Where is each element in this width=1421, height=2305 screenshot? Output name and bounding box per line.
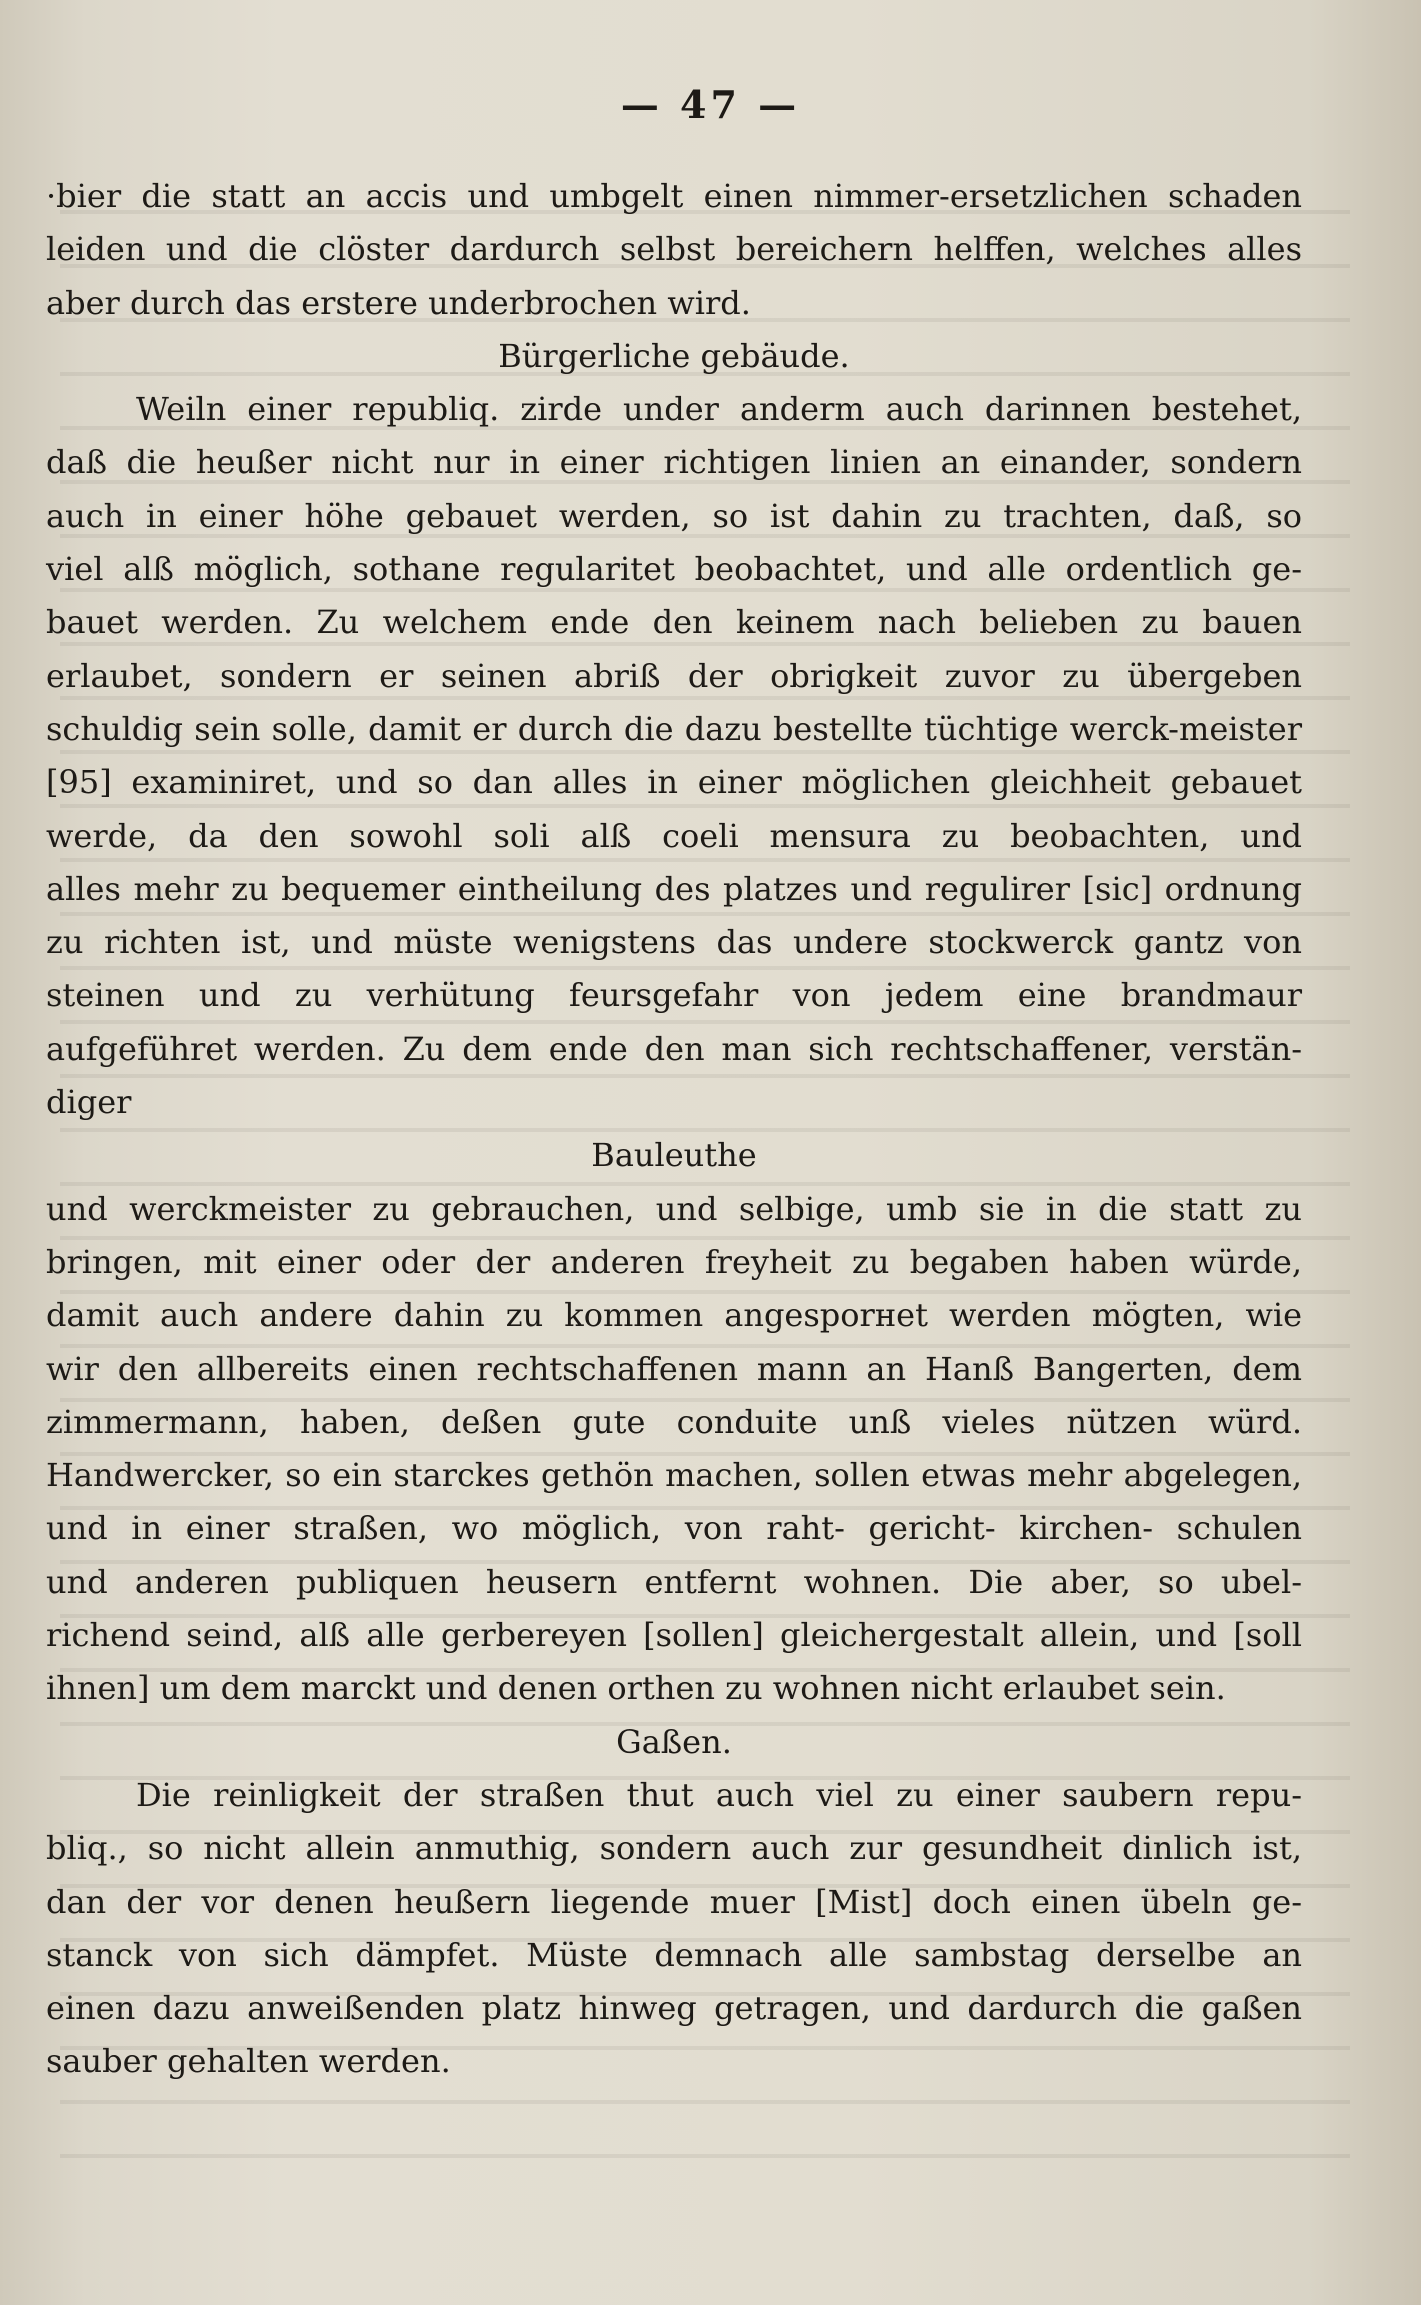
section-heading: Bürgerliche gebäude. xyxy=(498,336,850,375)
text-line: daß die heußer nicht nur in einer richtigen linien an einander, sondern xyxy=(46,443,1302,482)
text-line: aber durch das erstere underbrochen wird. xyxy=(46,283,751,322)
text-line: und in einer straßen, wo möglich, von raht- gericht- kirchen- schulen xyxy=(46,1509,1302,1548)
text-line: bringen, mit einer oder der anderen freyheit zu begaben haben würde, xyxy=(46,1242,1302,1281)
paragraph-first-line: Die reinligkeit der straßen thut auch viel zu einer saubern repu- xyxy=(136,1775,1302,1814)
text-line: schuldig sein solle, damit er durch die dazu bestellte tüchtige werck-meister xyxy=(46,709,1302,748)
paragraph-first-line: Weiln einer republiq. zirde under anderm auch darinnen bestehet, xyxy=(136,390,1302,429)
text-line: steinen und zu verhütung feursgefahr von jedem eine brandmaur xyxy=(46,976,1302,1015)
text-line: [95] examiniret, und so dan alles in einer möglichen gleichheit gebauet xyxy=(46,763,1302,802)
text-line: ihnen] um dem marckt und denen orthen zu wohnen nicht erlaubet sein. xyxy=(46,1669,1226,1708)
page-number: — 47 — xyxy=(620,82,801,127)
text-line: und anderen publiquen heusern entfernt wohnen. Die aber, so ubel- xyxy=(46,1562,1302,1601)
text-line: und werckmeister zu gebrauchen, und selbige, umb sie in die statt zu xyxy=(46,1189,1302,1228)
text-line: wir den allbereits einen rechtschaffenen mann an Hanß Bangerten, dem xyxy=(46,1349,1302,1388)
text-line: zimmermann, haben, deßen gute conduite unß vieles nützen würd. xyxy=(46,1402,1302,1441)
text-line: damit auch andere dahin zu kommen angesporнet werden mögten, wie xyxy=(46,1296,1302,1335)
text-line: stanck von sich dämpfet. Müste demnach alle sambstag derselbe an xyxy=(46,1935,1302,1974)
text-line: aufgeführet werden. Zu dem ende den man sich rechtschaffener, verstän- xyxy=(46,1029,1302,1068)
body-text xyxy=(46,170,1302,2089)
text-line: erlaubet, sondern er seinen abriß der obrigkeit zuvor zu übergeben xyxy=(46,656,1302,695)
text-line: viel alß möglich, sothane regularitet beobachtet, und alle ordentlich ge- xyxy=(46,550,1302,589)
text-line: alles mehr zu bequemer eintheilung des platzes und regulirer [sic] ordnung xyxy=(46,869,1302,908)
section-heading: Gaßen. xyxy=(616,1722,732,1761)
text-line: dan der vor denen heußern liegende muer [Mist] doch einen übeln ge- xyxy=(46,1882,1302,1921)
text-line: ·bier die statt an accis und umbgelt einen nimmer-ersetzlichen schaden xyxy=(46,177,1302,215)
text-line: werde, da den sowohl soli alß coeli mensura zu beobachten, und xyxy=(46,816,1302,855)
text-line: bauet werden. Zu welchem ende den keinem nach belieben zu bauen xyxy=(46,603,1302,642)
text-line: richend seind, alß alle gerbereyen [sollen] gleichergestalt allein, und [soll xyxy=(46,1616,1302,1655)
text-line: leiden und die clöster dardurch selbst bereichern helffen, welches alles xyxy=(46,230,1302,269)
text-line: auch in einer höhe gebauet werden, so ist dahin zu trachten, daß, so xyxy=(46,496,1302,535)
text-line: einen dazu anweißenden platz hinweg getragen, und dardurch die gaßen xyxy=(46,1989,1302,2028)
text-line: bliq., so nicht allein anmuthig, sondern auch zur gesundheit dinlich ist, xyxy=(46,1829,1302,1868)
section-heading: Bauleuthe xyxy=(591,1136,757,1175)
text-line: diger xyxy=(46,1083,132,1122)
text-line: Handwercker, so ein starckes gethön machen, sollen etwas mehr abgelegen, xyxy=(46,1456,1302,1495)
text-line: zu richten ist, und müste wenigstens das undere stockwerck gantz von xyxy=(46,923,1302,962)
text-line: sauber gehalten werden. xyxy=(46,2042,451,2081)
